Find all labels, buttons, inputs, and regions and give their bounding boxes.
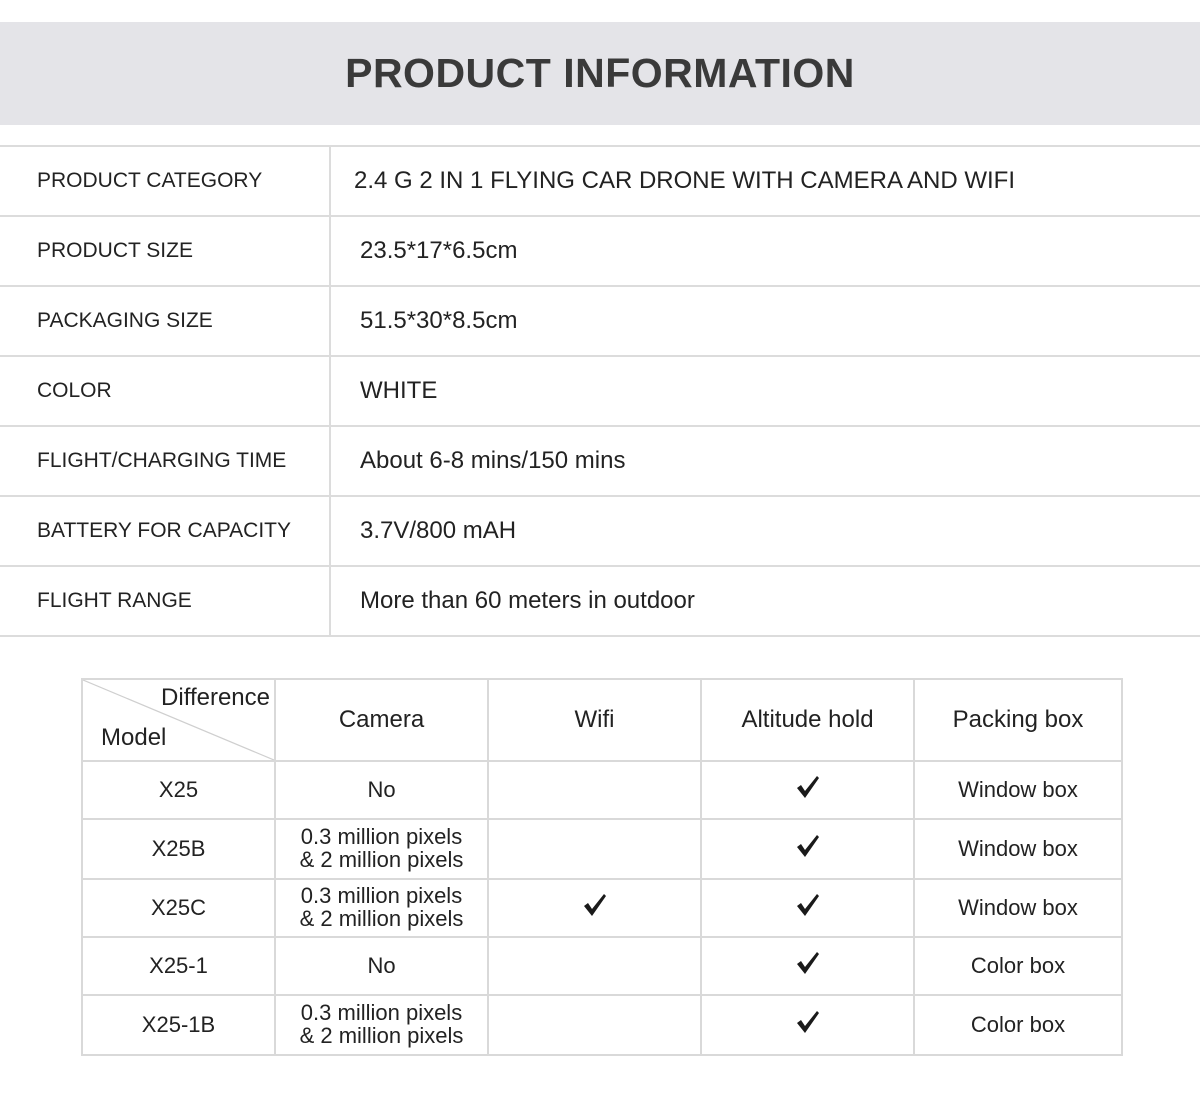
camera-line: 0.3 million pixels xyxy=(300,1000,463,1025)
comparison-table xyxy=(81,678,1123,1056)
camera-line: & 2 million pixels xyxy=(299,906,464,931)
spec-value: 2.4 G 2 IN 1 FLYING CAR DRONE WITH CAMERA AND WIFI xyxy=(330,146,1200,216)
spec-row xyxy=(0,426,1200,496)
packing-box-cell: Window box xyxy=(914,761,1122,819)
spec-row xyxy=(0,146,1200,216)
header-banner xyxy=(0,22,1200,125)
camera-line: No xyxy=(367,953,396,978)
model-cell: X25-1B xyxy=(82,995,275,1055)
table-row xyxy=(82,937,1122,995)
column-header-camera: Camera xyxy=(275,679,488,761)
spec-label: COLOR xyxy=(0,356,330,426)
altitude-hold-cell xyxy=(701,761,914,819)
column-header-packing-box: Packing box xyxy=(914,679,1122,761)
camera-cell xyxy=(275,995,488,1055)
wifi-cell xyxy=(488,761,701,819)
checkmark-icon xyxy=(794,773,822,801)
spec-label: PACKAGING SIZE xyxy=(0,286,330,356)
spec-label: PRODUCT CATEGORY xyxy=(0,146,330,216)
camera-text xyxy=(300,825,464,871)
camera-cell xyxy=(275,879,488,937)
checkmark-icon xyxy=(794,832,822,860)
page-title: PRODUCT INFORMATION xyxy=(345,50,855,96)
camera-cell xyxy=(275,761,488,819)
spec-row xyxy=(0,286,1200,356)
camera-line: & 2 million pixels xyxy=(299,847,464,872)
spec-label: PRODUCT SIZE xyxy=(0,216,330,286)
camera-text xyxy=(300,1001,464,1047)
difference-label: Difference xyxy=(161,684,270,711)
checkmark-icon xyxy=(794,891,822,919)
camera-line: No xyxy=(367,777,396,802)
altitude-hold-cell xyxy=(701,879,914,937)
model-cell: X25B xyxy=(82,819,275,879)
model-cell: X25C xyxy=(82,879,275,937)
checkmark-icon xyxy=(794,1008,822,1036)
table-row xyxy=(82,879,1122,937)
spec-row xyxy=(0,216,1200,286)
camera-cell xyxy=(275,819,488,879)
camera-line: 0.3 million pixels xyxy=(300,883,463,908)
altitude-hold-cell xyxy=(701,995,914,1055)
spec-label: FLIGHT RANGE xyxy=(0,566,330,636)
wifi-cell xyxy=(488,879,701,937)
camera-line: 0.3 million pixels xyxy=(300,824,463,849)
spec-value: More than 60 meters in outdoor xyxy=(330,566,1200,636)
comparison-header-row xyxy=(82,679,1122,761)
spec-value: WHITE xyxy=(330,356,1200,426)
camera-text xyxy=(300,884,464,930)
table-row xyxy=(82,761,1122,819)
spec-label: FLIGHT/CHARGING TIME xyxy=(0,426,330,496)
column-header-altitude-hold: Altitude hold xyxy=(701,679,914,761)
camera-cell xyxy=(275,937,488,995)
model-label: Model xyxy=(101,724,167,751)
wifi-cell xyxy=(488,937,701,995)
altitude-hold-cell xyxy=(701,937,914,995)
column-header-wifi: Wifi xyxy=(488,679,701,761)
altitude-hold-cell xyxy=(701,819,914,879)
table-row xyxy=(82,995,1122,1055)
model-cell: X25 xyxy=(82,761,275,819)
packing-box-cell: Color box xyxy=(914,937,1122,995)
spec-value: 3.7V/800 mAH xyxy=(330,496,1200,566)
checkmark-icon xyxy=(581,891,609,919)
table-row xyxy=(82,819,1122,879)
spec-row xyxy=(0,496,1200,566)
packing-box-cell: Window box xyxy=(914,879,1122,937)
corner-header-cell xyxy=(82,679,275,761)
spec-value: 23.5*17*6.5cm xyxy=(330,216,1200,286)
wifi-cell xyxy=(488,819,701,879)
wifi-cell xyxy=(488,995,701,1055)
spec-label: BATTERY FOR CAPACITY xyxy=(0,496,330,566)
checkmark-icon xyxy=(794,949,822,977)
packing-box-cell: Color box xyxy=(914,995,1122,1055)
camera-text xyxy=(367,954,395,977)
spec-row xyxy=(0,566,1200,636)
camera-line: & 2 million pixels xyxy=(299,1023,464,1048)
spec-value: About 6-8 mins/150 mins xyxy=(330,426,1200,496)
spec-row xyxy=(0,356,1200,426)
spec-table xyxy=(0,145,1200,637)
model-cell: X25-1 xyxy=(82,937,275,995)
camera-text xyxy=(367,778,395,801)
packing-box-cell: Window box xyxy=(914,819,1122,879)
spec-value: 51.5*30*8.5cm xyxy=(330,286,1200,356)
